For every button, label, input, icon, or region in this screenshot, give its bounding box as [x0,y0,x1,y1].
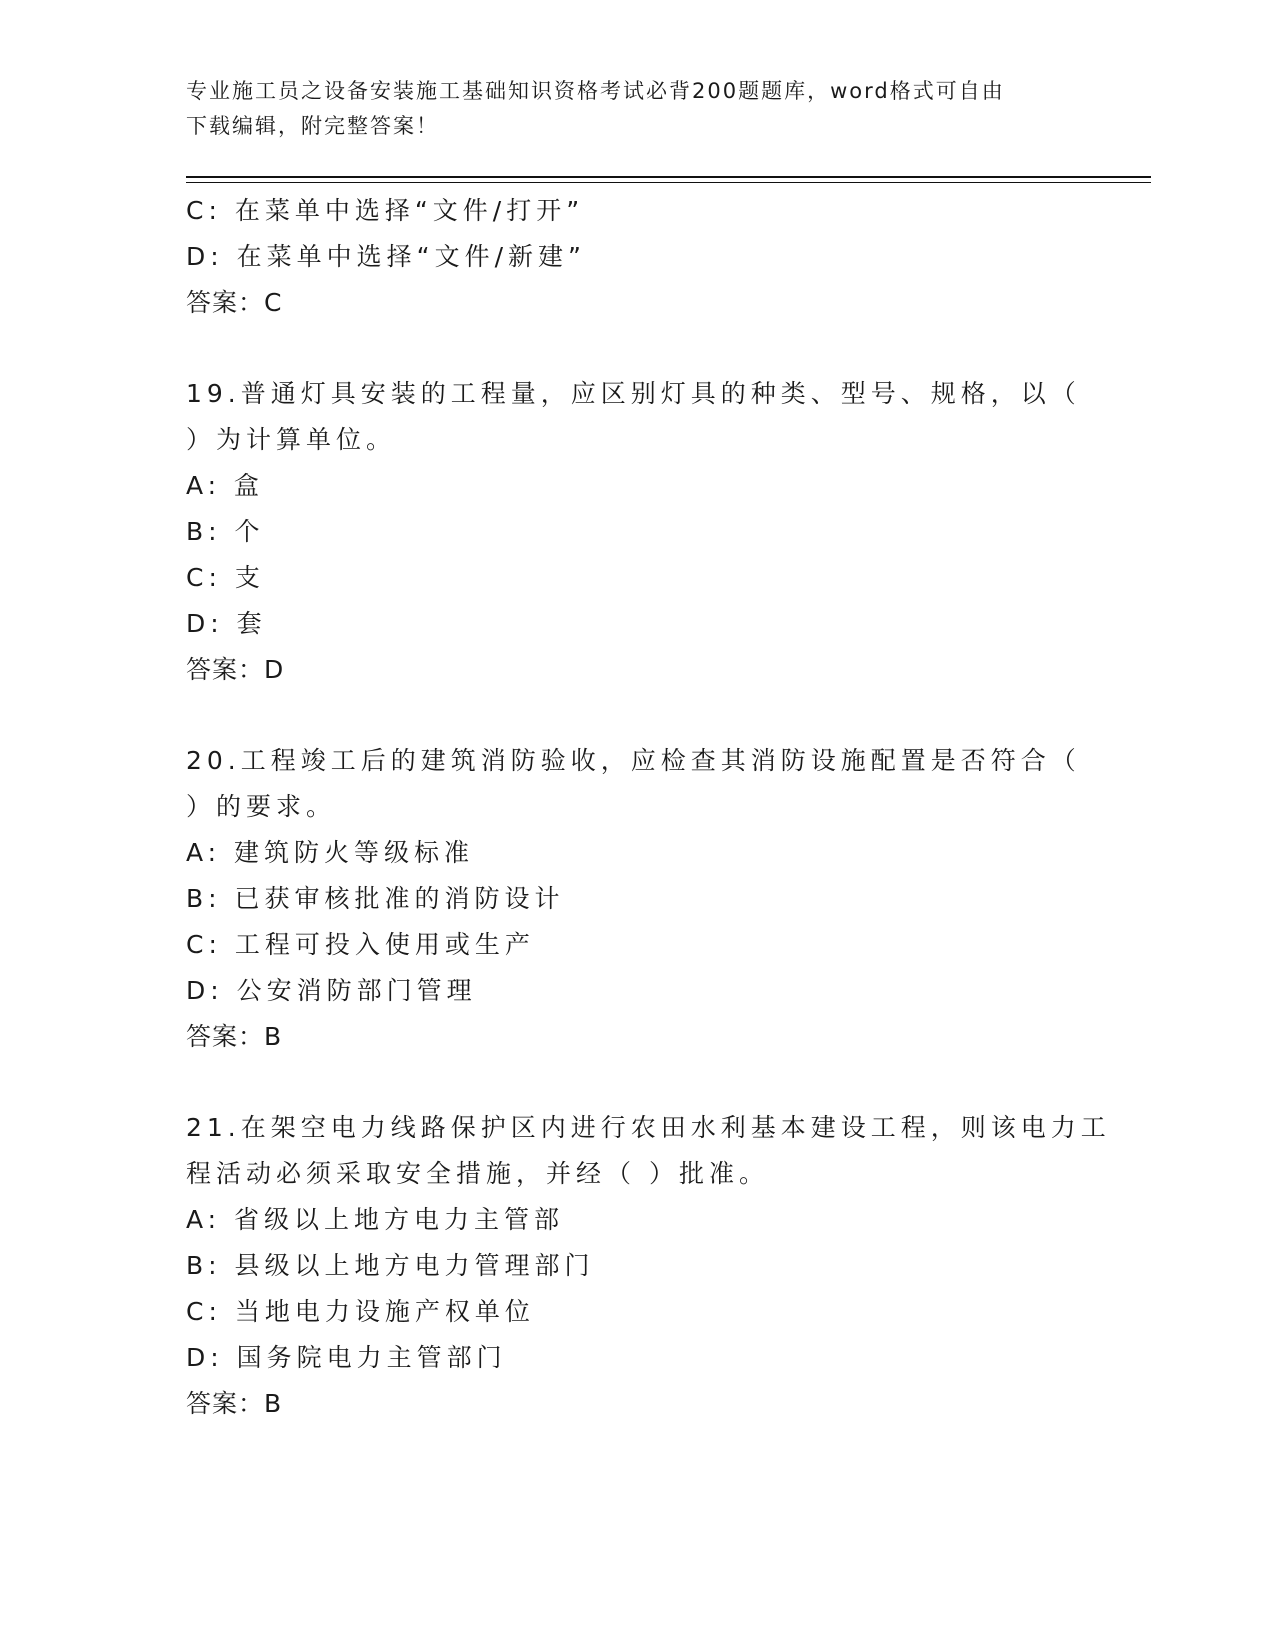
option-d: D: 套 [186,609,267,638]
answer-line: 答案：B [186,1022,283,1051]
option-c: C: 支 [186,563,265,592]
question-stem-continued: ）为计算单位。 [186,425,397,454]
question-stem: 19.普通灯具安装的工程量，应区别灯具的种类、型号、规格，以（ [186,379,1081,408]
document-header [186,74,1086,144]
option-a: A: 盒 [186,471,265,500]
answer-line: 答案：B [186,1389,283,1418]
option-d: D: 公安消防部门管理 [186,976,477,1005]
option-a: A: 建筑防火等级标准 [186,838,475,867]
header-line-2: 下载编辑，附完整答案！ [186,114,439,138]
option-d: D: 国务院电力主管部门 [186,1343,507,1372]
option-c: C: 工程可投入使用或生产 [186,930,535,959]
header-line-1: 专业施工员之设备安装施工基础知识资格考试必背200题题库，word格式可自由 [186,79,1005,103]
question-stem-continued: 程活动必须采取安全措施，并经（ ）批准。 [186,1159,769,1188]
question-21 [186,1105,1111,1427]
question-19 [186,371,1086,693]
question-gap [186,326,1086,371]
answer-line: 答案：D [186,655,285,684]
option-a: A: 省级以上地方电力主管部 [186,1205,565,1234]
option-c: C: 在菜单中选择“文件/打开” [186,196,585,225]
option-b: B: 已获审核批准的消防设计 [186,884,565,913]
header-rule-thick [186,176,1151,178]
option-d: D: 在菜单中选择“文件/新建” [186,242,586,271]
question-18-tail [186,188,1086,326]
answer-line: 答案：C [186,288,283,317]
question-gap [186,693,1086,738]
question-stem-continued: ）的要求。 [186,792,337,821]
option-c: C: 当地电力设施产权单位 [186,1297,535,1326]
question-20 [186,738,1086,1060]
header-rule-thin [186,182,1151,183]
question-stem: 20.工程竣工后的建筑消防验收，应检查其消防设施配置是否符合（ [186,746,1081,775]
question-gap [186,1060,1086,1105]
option-b: B: 县级以上地方电力管理部门 [186,1251,595,1280]
question-stem: 21.在架空电力线路保护区内进行农田水利基本建设工程，则该电力工 [186,1113,1111,1142]
question-list [186,188,1111,1427]
option-b: B: 个 [186,517,265,546]
